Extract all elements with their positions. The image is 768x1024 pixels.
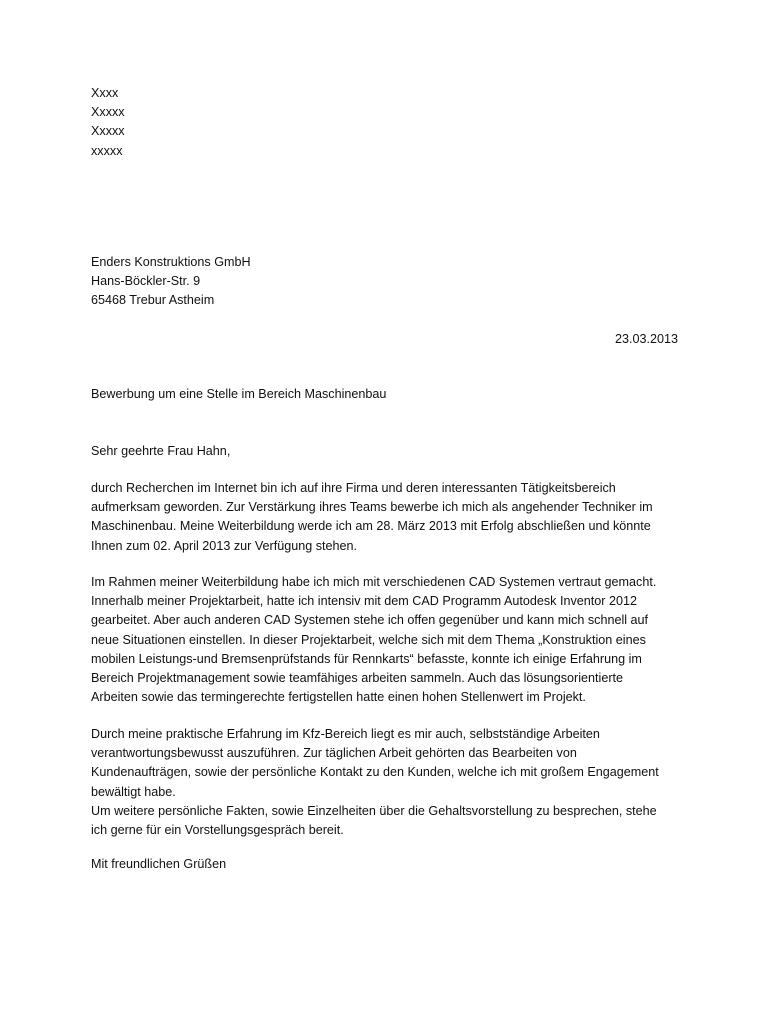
letter-subject bbox=[91, 385, 691, 404]
sender-line: Xxxx bbox=[91, 86, 119, 100]
salutation-text: Sehr geehrte Frau Hahn, bbox=[91, 444, 231, 458]
recipient-address bbox=[91, 253, 691, 311]
paragraph-line: Arbeiten sowie das termingerechte fertigstellen hatte einen hohen Stellenwert im Projekt. bbox=[91, 690, 586, 705]
paragraph-line: Ihnen zum 02. April 2013 zur Verfügung stehen. bbox=[91, 538, 358, 553]
paragraph-line: mobilen Leistungs-und Bremsenprüfstands für Rennkarts“ befasste, konnte ich einige Erfahrung im bbox=[91, 651, 642, 666]
paragraph-line: bewältigt habe. bbox=[91, 784, 176, 799]
letter-date: 23.03.2013 bbox=[614, 332, 678, 346]
letter-closing bbox=[91, 855, 691, 874]
sender-address bbox=[91, 84, 691, 161]
paragraph-line: aufmerksam geworden. Zur Verstärkung ihres Teams bewerbe ich mich als angehender Techniker im bbox=[91, 500, 653, 515]
closing-text: Mit freundlichen Grüßen bbox=[91, 857, 227, 871]
recipient-city: 65468 Trebur Astheim bbox=[91, 293, 215, 308]
paragraph-line: neue Situationen einstellen. In dieser Projektarbeit, welche sich mit dem Thema „Konstruktion eines bbox=[91, 632, 646, 647]
paragraph-line: Innerhalb meiner Projektarbeit, hatte ich intensiv mit dem CAD Programm Autodesk Inventor 2012 bbox=[91, 594, 637, 609]
recipient-street: Hans-Böckler-Str. 9 bbox=[91, 274, 201, 289]
sender-line: xxxxx bbox=[91, 143, 123, 158]
subject-text: Bewerbung um eine Stelle im Bereich Maschinenbau bbox=[91, 387, 387, 401]
paragraph-line: verantwortungsbewusst auszuführen. Zur täglichen Arbeit gehörten das Bearbeiten von bbox=[91, 746, 577, 761]
paragraph-line: Durch meine praktische Erfahrung im Kfz-Bereich liegt es mir auch, selbstständige Arbeiten bbox=[91, 727, 600, 741]
sender-line: Xxxxx bbox=[91, 124, 125, 139]
paragraph-line: ich gerne für ein Vorstellungsgespräch bereit. bbox=[91, 823, 344, 838]
paragraph-line: durch Recherchen im Internet bin ich auf ihre Firma und deren interessanten Tätigkeitsbereich bbox=[91, 481, 616, 495]
paragraph-line: Maschinenbau. Meine Weiterbildung werde ich am 28. März 2013 mit Erfolg abschließen und könnte bbox=[91, 519, 651, 534]
paragraph-line: gearbeitet. Aber auch anderen CAD Systemen stehe ich offen gegenüber und kann mich schnell auf bbox=[91, 613, 649, 628]
paragraph-line: Bereich Projektmanagement sowie teamfähiges arbeiten sammeln. Auch das lösungsorientierte bbox=[91, 671, 624, 686]
paragraph-training bbox=[91, 573, 691, 707]
sender-line: Xxxxx bbox=[91, 105, 125, 120]
paragraph-experience bbox=[91, 725, 691, 840]
paragraph-line: Im Rahmen meiner Weiterbildung habe ich mich mit verschiedenen CAD Systemen vertraut gemacht. bbox=[91, 575, 657, 589]
paragraph-line: Kundenaufträgen, sowie der persönliche Kontakt zu den Kunden, welche ich mit großem Engagement bbox=[91, 765, 659, 780]
paragraph-line: Um weitere persönliche Fakten, sowie Einzelheiten über die Gehaltsvorstellung zu besprechen, stehe bbox=[91, 803, 657, 818]
letter-salutation bbox=[91, 442, 691, 461]
paragraph-intro bbox=[91, 479, 691, 556]
recipient-company: Enders Konstruktions GmbH bbox=[91, 255, 251, 269]
